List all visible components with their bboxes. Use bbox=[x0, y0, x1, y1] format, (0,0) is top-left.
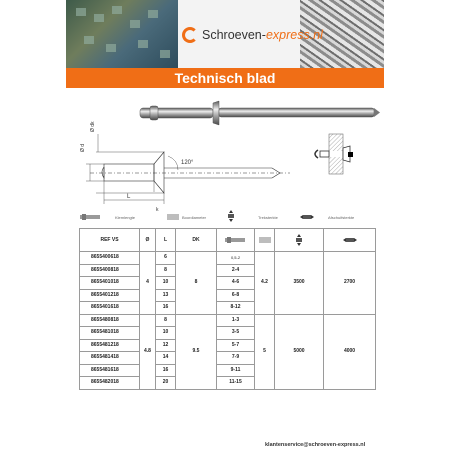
ref-cell: 8655481418 bbox=[80, 352, 140, 365]
header-shear bbox=[324, 229, 376, 252]
diameter-cell: 4 bbox=[140, 252, 156, 315]
grip-cell: 3-5 bbox=[217, 327, 255, 340]
table-row bbox=[80, 314, 376, 327]
head-diameter-cell: 8 bbox=[176, 252, 217, 315]
shear-icon bbox=[300, 213, 314, 221]
grip-cell: 4-6 bbox=[217, 277, 255, 290]
label-l: L bbox=[127, 194, 131, 200]
legend-afschuifsterkte: Afschuifsterkte bbox=[328, 215, 355, 220]
ref-cell: 8655482018 bbox=[80, 377, 140, 390]
ref-cell: 8655401018 bbox=[80, 277, 140, 290]
header-grip bbox=[217, 229, 255, 252]
length-cell: 8 bbox=[156, 264, 176, 277]
legend-klemlengte: Klemlengte bbox=[115, 215, 136, 220]
ref-cell: 8655401218 bbox=[80, 289, 140, 302]
installed-rivet-drawing bbox=[315, 134, 353, 174]
length-cell: 16 bbox=[156, 364, 176, 377]
grip-cell: 11-15 bbox=[217, 377, 255, 390]
head-diameter-cell: 9.5 bbox=[176, 314, 217, 389]
legend-treksterkte: Treksterkte bbox=[258, 215, 278, 220]
table-row bbox=[80, 252, 376, 265]
technical-drawing bbox=[0, 0, 452, 212]
ref-cell: 8655481618 bbox=[80, 364, 140, 377]
ref-cell: 8655481218 bbox=[80, 339, 140, 352]
grip-cell: 5-7 bbox=[217, 339, 255, 352]
grip-length-icon bbox=[79, 213, 103, 221]
length-cell: 10 bbox=[156, 277, 176, 290]
length-cell: 20 bbox=[156, 377, 176, 390]
bore-diameter-icon bbox=[166, 213, 180, 221]
length-cell: 12 bbox=[156, 339, 176, 352]
header-l: L bbox=[156, 229, 176, 252]
dimension-drawing bbox=[86, 134, 290, 204]
length-cell: 16 bbox=[156, 302, 176, 315]
shear-cell: 4000 bbox=[324, 314, 376, 389]
ref-cell: 8655400618 bbox=[80, 252, 140, 265]
ref-cell: 8655400818 bbox=[80, 264, 140, 277]
label-d: Ø d bbox=[80, 143, 86, 152]
shear-cell: 2700 bbox=[324, 252, 376, 315]
length-cell: 8 bbox=[156, 314, 176, 327]
ref-cell: 8655480818 bbox=[80, 314, 140, 327]
shear-icon bbox=[343, 236, 357, 244]
header-ref: REF VS bbox=[80, 229, 140, 252]
bore-diameter-icon bbox=[258, 236, 272, 244]
length-cell: 13 bbox=[156, 289, 176, 302]
tensile-icon bbox=[294, 234, 304, 246]
length-cell: 6 bbox=[156, 252, 176, 265]
header-tensile bbox=[275, 229, 324, 252]
brand-tld: express.nl bbox=[265, 28, 323, 42]
ref-cell: 8655481018 bbox=[80, 327, 140, 340]
grip-cell: 7-9 bbox=[217, 352, 255, 365]
length-cell: 14 bbox=[156, 352, 176, 365]
brand-name: Schroeven- bbox=[202, 28, 266, 42]
label-k: k bbox=[156, 207, 159, 212]
tensile-cell: 5000 bbox=[275, 314, 324, 389]
grip-cell: 1-3 bbox=[217, 314, 255, 327]
grip-cell: 9-11 bbox=[217, 364, 255, 377]
grip-cell: 2-4 bbox=[217, 264, 255, 277]
rivet-photo bbox=[140, 101, 380, 125]
bore-cell: 4.2 bbox=[255, 252, 275, 315]
grip-cell: 6-8 bbox=[217, 289, 255, 302]
label-angle: 120° bbox=[181, 160, 194, 166]
page-title: Technisch blad bbox=[66, 68, 384, 88]
legend-boordiameter: Boordiameter bbox=[182, 215, 207, 220]
label-dk: Ø dk bbox=[90, 121, 96, 132]
bore-cell: 5 bbox=[255, 314, 275, 389]
header-d: Ø bbox=[140, 229, 156, 252]
header-dk: DK bbox=[176, 229, 217, 252]
table-header-row bbox=[80, 229, 376, 252]
spec-table bbox=[79, 228, 376, 390]
length-cell: 10 bbox=[156, 327, 176, 340]
contact-email[interactable]: klantenservice@schroeven-express.nl bbox=[265, 442, 366, 448]
tensile-icon bbox=[226, 210, 236, 222]
grip-length-icon bbox=[224, 236, 248, 244]
header-bore bbox=[255, 229, 275, 252]
ref-cell: 8655401618 bbox=[80, 302, 140, 315]
grip-cell: 8-12 bbox=[217, 302, 255, 315]
grip-cell: 0,5-2 bbox=[217, 252, 255, 265]
tensile-cell: 3500 bbox=[275, 252, 324, 315]
diameter-cell: 4.8 bbox=[140, 314, 156, 389]
